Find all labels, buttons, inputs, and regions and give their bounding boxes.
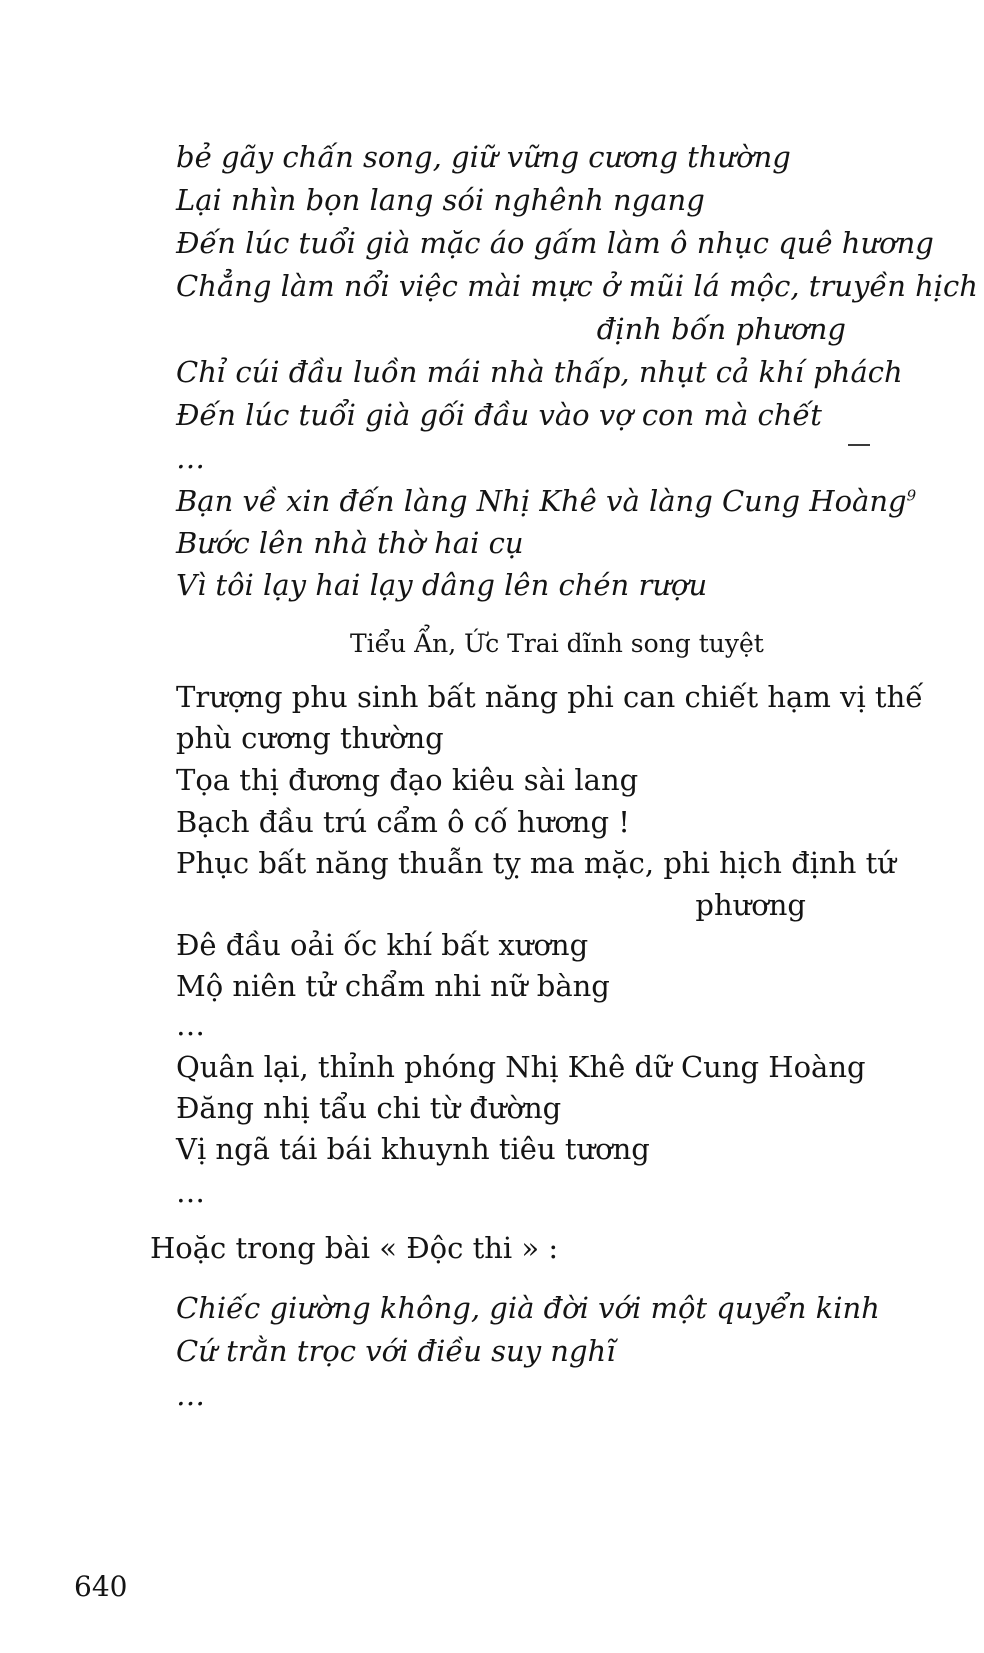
poem-line: Đến lúc tuổi già gối đầu vào vợ con mà chết [176, 398, 822, 432]
poem-line: Đê đầu oải ốc khí bất xương [176, 928, 589, 962]
poem-title: Tiểu Ẩn, Ức Trai dĩnh song tuyệt [350, 629, 764, 658]
poem-line: Lại nhìn bọn lang sói nghênh ngang [176, 183, 705, 217]
stray-mark [848, 444, 870, 446]
poem-line: bẻ gãy chấn song, giữ vững cương thường [176, 140, 791, 174]
poem-line: Vì tôi lạy hai lạy dâng lên chén rượu [176, 568, 708, 602]
poem-line: Bước lên nhà thờ hai cụ [176, 526, 524, 560]
ellipsis: … [176, 1175, 205, 1209]
poem-line-continuation: định bốn phương [596, 312, 846, 346]
poem-line: Chiếc giường không, già đời với một quyển kinh [176, 1291, 880, 1325]
poem-line: Cứ trằn trọc với điều suy nghĩ [176, 1334, 616, 1368]
poem-line: Trượng phu sinh bất năng phi can chiết hạm vị thế [176, 680, 924, 714]
poem-line: Tọa thị đương đạo kiêu sài lang [176, 763, 639, 797]
poem-line: Bạch đầu trú cẩm ô cố hương ! [176, 805, 630, 839]
poem-line [176, 484, 916, 518]
poem-line: Quân lại, thỉnh phóng Nhị Khê dữ Cung Hoàng [176, 1050, 866, 1084]
ellipsis: … [176, 1378, 205, 1412]
poem-line: Phục bất năng thuẫn tỵ ma mặc, phi hịch định tứ [176, 846, 896, 880]
poem-line: phù cương thường [176, 721, 444, 755]
ellipsis: … [176, 1008, 205, 1042]
poem-line-continuation: phương [695, 888, 806, 922]
body-text: Hoặc trong bài « Độc thi » : [150, 1231, 559, 1265]
poem-line-text: Bạn về xin đến làng Nhị Khê và làng Cung Hoàng [176, 484, 907, 518]
footnote-ref: 9 [906, 486, 917, 505]
poem-line: Chẳng làm nổi việc mài mực ở mũi lá mộc, truyền hịch [176, 269, 978, 303]
poem-line: Mộ niên tử chẩm nhi nữ bàng [176, 969, 610, 1003]
poem-line: Chỉ cúi đầu luồn mái nhà thấp, nhụt cả khí phách [176, 355, 903, 389]
page-number: 640 [74, 1570, 128, 1603]
poem-line: Đăng nhị tẩu chi từ đường [176, 1091, 562, 1125]
ellipsis: … [176, 441, 205, 475]
poem-line: Vị ngã tái bái khuynh tiêu tương [176, 1132, 650, 1166]
poem-line: Đến lúc tuổi già mặc áo gấm làm ô nhục quê hương [176, 226, 934, 260]
